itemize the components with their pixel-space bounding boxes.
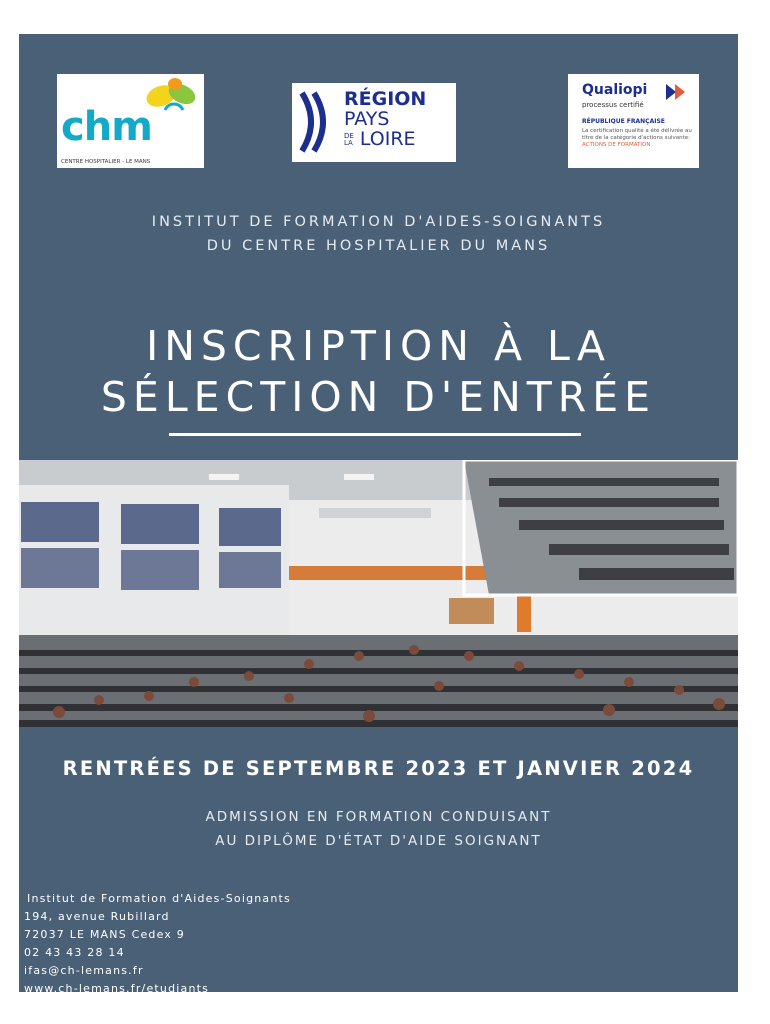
region-logo: [292, 83, 456, 162]
qualiopi-logo: [568, 74, 699, 168]
qualiopi-category: ACTIONS DE FORMATION: [582, 142, 651, 148]
contact-email[interactable]: ifas@ch-lemans.fr: [24, 964, 144, 977]
region-wordmark: [344, 89, 426, 149]
lecture-hall-photo: [19, 460, 738, 727]
chm-subtitle: CENTRE HOSPITALIER - LE MANS: [61, 159, 151, 165]
title-line2: SÉLECTION D'ENTRÉE: [100, 373, 657, 421]
admission-line1: ADMISSION EN FORMATION CONDUISANT: [205, 809, 552, 825]
region-line1: RÉGION: [344, 88, 427, 110]
region-line3: [344, 129, 426, 149]
qualiopi-title: Qualiopi: [582, 82, 648, 98]
region-emblem-icon: [292, 83, 342, 162]
poster: [19, 34, 738, 992]
institute-line2: DU CENTRE HOSPITALIER DU MANS: [206, 238, 551, 254]
republique-francaise: RÉPUBLIQUE FRANÇAISE: [582, 118, 665, 125]
qualiopi-arrows-icon: [666, 82, 696, 102]
title-line1: INSCRIPTION À LA: [146, 322, 611, 370]
region-loire: LOIRE: [359, 128, 416, 150]
region-de-la: DE LA: [344, 131, 354, 147]
qualiopi-subtitle: processus certifié: [582, 101, 644, 109]
institute-line1: INSTITUT DE FORMATION D'AIDES-SOIGNANTS: [151, 214, 606, 230]
chm-wordmark: chm: [61, 104, 152, 150]
qualiopi-body: La certification qualité a été délivrée au titre de la catégorie d'actions suivante: ACTIONS DE FORMATION: [582, 128, 692, 148]
chm-logo: [57, 74, 204, 168]
contact-website[interactable]: www.ch-lemans.fr/etudiants: [24, 982, 210, 992]
contact-name: Institut de Formation d'Aides-Soignants: [27, 892, 291, 905]
contact-street: 194, avenue Rubillard: [24, 910, 170, 923]
contact-block: [24, 890, 291, 992]
region-line2: PAYS: [344, 108, 390, 130]
contact-city: 72037 LE MANS Cedex 9: [24, 928, 185, 941]
rentrees-heading: RENTRÉES DE SEPTEMBRE 2023 ET JANVIER 2024: [62, 757, 695, 780]
contact-phone: 02 43 43 28 14: [24, 946, 125, 959]
admission-line2: AU DIPLÔME D'ÉTAT D'AIDE SOIGNANT: [215, 833, 542, 849]
title-underline: [169, 433, 581, 436]
